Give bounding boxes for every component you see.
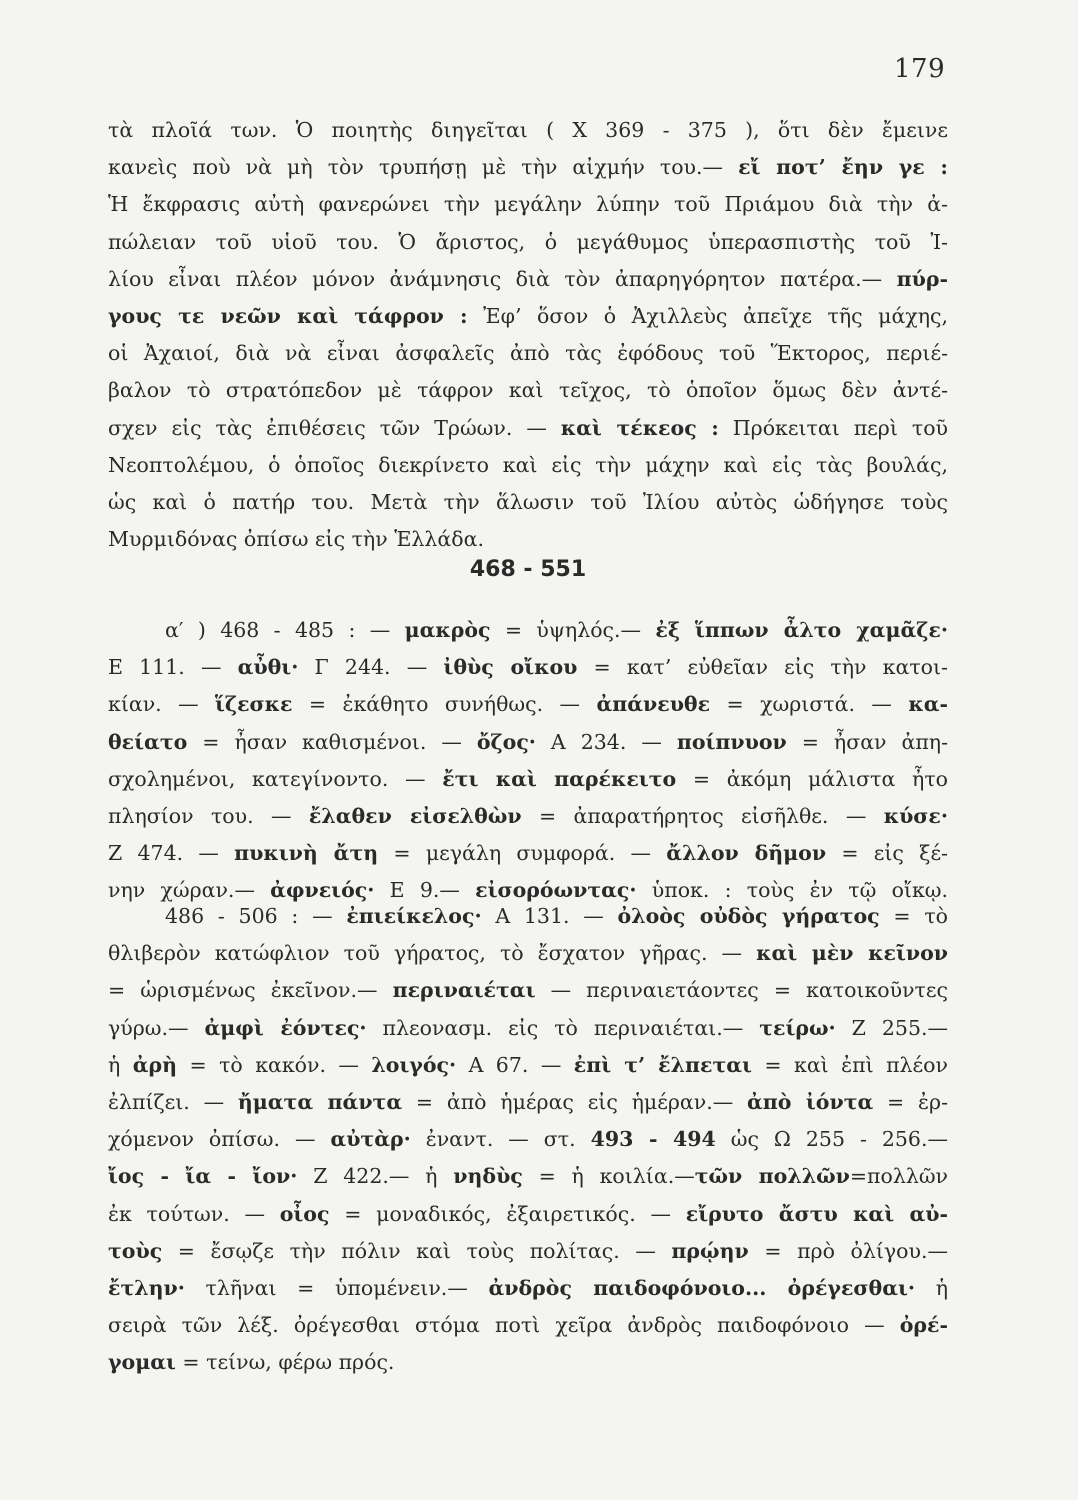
lemma-bold: ἔλαθεν εἰσελθὼν — [308, 803, 522, 828]
gloss-text: σχολημένοι, κατεγίνοντο. — — [108, 766, 443, 791]
gloss-text: = τείνω, φέρω πρός. — [175, 1350, 395, 1375]
text-line — [108, 1047, 948, 1084]
gloss-text: Α 131. — — [481, 904, 618, 928]
text-line — [108, 724, 948, 761]
lemma-bold: πρῴην — [671, 1238, 749, 1263]
text-line — [108, 484, 948, 521]
lemma-bold: ἄλλον δῆμον — [666, 841, 827, 866]
gloss-text: Ζ 255.— — [835, 1015, 948, 1040]
text-line — [108, 410, 948, 447]
lemma-bold: εἴ ποτ’ ἔην γε : — [738, 155, 948, 180]
lemma-bold: ἴος - ἴα - ἴον· — [108, 1164, 298, 1189]
lemma-bold: λοιγός· — [371, 1052, 457, 1077]
text-line — [108, 761, 948, 798]
gloss-text: Νεοπτολέμου, ὁ ὁποῖος διεκρίνετο καὶ εἰς τὴν μάχην καὶ εἰς τὰς βουλάς, — [108, 452, 948, 477]
gloss-text: ἐλπίζει. — — [108, 1089, 238, 1114]
gloss-text: ὡς καὶ ὁ πατήρ του. Μετὰ τὴν ἅλωσιν τοῦ Ἰλίου αὐτὸς ὡδήγησε τοὺς — [108, 489, 948, 514]
gloss-text: σχεν εἰς τὰς ἐπιθέσεις τῶν Τρώων. — — [108, 415, 561, 440]
text-line — [108, 972, 948, 1009]
gloss-text: = μοναδικός, ἐξαιρετικός. — — [329, 1201, 686, 1226]
lemma-bold: ἀπὸ ἰόντα — [747, 1089, 874, 1114]
gloss-text: ἐκ τούτων. — — [108, 1201, 280, 1226]
lemma-bold: πυκινὴ ἄτη — [234, 841, 379, 866]
gloss-text: = ἡ κοιλία.— — [522, 1164, 695, 1189]
lemma-bold: ἐξ ἵππων ἆλτο χαμᾶζε· — [655, 618, 948, 642]
gloss-text: = ἀκόμη μάλιστα ἦτο — [676, 766, 948, 791]
text-line — [108, 1158, 948, 1195]
gloss-text: σειρὰ τῶν λέξ. ὀρέγεσθαι στόμα ποτὶ χεῖρα ἀνδρὸς παιδοφόνοιο — — [108, 1313, 900, 1338]
text-line — [108, 649, 948, 686]
text-line — [108, 1344, 948, 1381]
text-line — [108, 612, 948, 649]
lemma-bold: ἐπιείκελος· — [346, 904, 482, 928]
gloss-text: γύρω.— — [108, 1015, 205, 1040]
lemma-bold: κα- — [908, 692, 948, 717]
gloss-text: τὰ πλοῖά των. Ὁ ποιητὴς διηγεῖται ( Χ 369 - 375 ), ὅτι δὲν ἔμεινε — [108, 118, 948, 142]
gloss-text: ἡ — [108, 1052, 133, 1077]
gloss-text: Ζ 474. — — [108, 841, 235, 866]
gloss-text: Α 234. — — [535, 729, 677, 754]
gloss-text: Γ 244. — — [298, 655, 444, 680]
gloss-text: κανεὶς ποὺ νὰ μὴ τὸν τρυπήσῃ μὲ τὴν αἰχμήν του.— — [108, 155, 739, 180]
text-line — [108, 149, 948, 186]
gloss-text: = ἦσαν καθισμένοι. — — [187, 729, 477, 754]
text-line — [108, 335, 948, 372]
gloss-text: λίου εἶναι πλέον μόνον ἀνάμνησις διὰ τὸν ἀπαρηγόρητον πατέρα.— — [108, 266, 897, 291]
gloss-text: Πρόκειται περὶ τοῦ — [718, 415, 948, 440]
gloss-text: Μυρμιδόνας ὀπίσω εἰς τὴν Ἑλλάδα. — [108, 527, 484, 552]
lemma-bold: νηδὺς — [453, 1164, 523, 1189]
gloss-text: = τὸ κακόν. — — [177, 1052, 372, 1077]
gloss-text: οἱ Ἀχαιοί, διὰ νὰ εἶναι ἀσφαλεῖς ἀπὸ τὰς ἐφόδους τοῦ Ἕκτορος, περιέ- — [108, 341, 948, 366]
lemma-bold: θείατο — [108, 729, 188, 754]
gloss-text: ὑποκ. : τοὺς ἐν τῷ οἴκῳ. — [636, 878, 948, 903]
lemma-bold: αὖθι· — [237, 655, 299, 680]
text-line — [108, 186, 948, 223]
text-line — [108, 935, 948, 972]
lemma-bold: κύσε· — [883, 803, 948, 828]
lemma-bold: ἀμφὶ ἐόντες· — [204, 1015, 367, 1040]
lemma-bold: εἰσορόωντας· — [475, 878, 637, 903]
text-line — [108, 447, 948, 484]
gloss-text: κίαν. — — [108, 692, 216, 717]
lemma-bold: γομαι — [108, 1350, 176, 1375]
gloss-text: ὡς Ω 255 - 256.— — [715, 1127, 948, 1152]
gloss-text: Ε 9.— — [374, 878, 476, 903]
gloss-text: βαλον τὸ στρατόπεδον μὲ τάφρον καὶ τεῖχος, τὸ ὁποῖον ὅμως δὲν ἀντέ- — [108, 378, 948, 403]
gloss-text: πλεονασμ. εἰς τὸ περιναιέται.— — [366, 1015, 760, 1040]
commentary-paragraph-1 — [108, 112, 948, 558]
gloss-text: χόμενον ὀπίσω. — — [108, 1127, 331, 1152]
lemma-bold: ἵζεσκε — [215, 692, 293, 717]
lemma-bold: τοὺς — [108, 1238, 163, 1263]
gloss-text: =πολλῶν — [849, 1164, 948, 1189]
text-line — [108, 261, 948, 298]
text-line — [108, 1010, 948, 1047]
lemma-bold: ποίπνυον — [676, 729, 787, 754]
gloss-text: = ὑψηλός.— — [490, 618, 656, 642]
lemma-bold: ἔτι καὶ παρέκειτο — [442, 766, 677, 791]
lemma-bold: γους τε νεῶν καὶ τάφρον : — [108, 303, 468, 328]
gloss-text: ἡ — [915, 1275, 948, 1300]
text-line — [108, 1084, 948, 1121]
lemma-bold: τῶν πολλῶν — [694, 1164, 850, 1189]
text-line — [108, 686, 948, 723]
lemma-bold: ἀρὴ — [132, 1052, 178, 1077]
text-line — [108, 898, 948, 935]
text-line — [108, 1121, 948, 1158]
lemma-bold: ἰθὺς οἴκου — [443, 655, 578, 680]
gloss-text: = ἀπαρατήρητος εἰσῆλθε. — — [521, 803, 884, 828]
text-line — [108, 224, 948, 261]
gloss-text: = τὸ — [879, 904, 948, 928]
gloss-text: Ζ 422.— ἡ — [297, 1164, 454, 1189]
text-line — [108, 1233, 948, 1270]
gloss-text: πλησίον του. — — [108, 803, 309, 828]
gloss-text: = χωριστά. — — [710, 692, 909, 717]
gloss-text: = καὶ ἐπὶ πλέον — [751, 1052, 948, 1077]
gloss-text: θλιβερὸν κατώφλιον τοῦ γήρατος, τὸ ἔσχατον γῆρας. — — [108, 941, 757, 966]
lemma-bold: ὀρέ- — [899, 1313, 948, 1338]
commentary-paragraph-3 — [108, 898, 948, 1381]
gloss-text: = κατ’ εὐθεῖαν εἰς τὴν κατοι- — [577, 655, 948, 680]
text-line — [108, 112, 948, 149]
lemma-bold: ἀφνειός· — [270, 878, 375, 903]
gloss-text: 486 - 506 : — — [165, 904, 347, 928]
gloss-text: τλῆναι = ὑπομένειν.— — [184, 1275, 489, 1300]
page-number: 179 — [894, 54, 946, 84]
text-line — [108, 798, 948, 835]
section-heading: 468 - 551 — [469, 557, 587, 582]
gloss-text: α′ ) 468 - 485 : — — [165, 618, 405, 642]
lemma-bold: μακρὸς — [404, 618, 491, 642]
gloss-text: = ὡρισμένως ἐκεῖνον.— — [108, 978, 393, 1003]
text-line — [108, 1196, 948, 1233]
lemma-bold: αὐτὰρ· — [330, 1127, 411, 1152]
gloss-text: = ἐρ- — [873, 1089, 948, 1114]
gloss-text: = πρὸ ὀλίγου.— — [748, 1238, 948, 1263]
gloss-text: Ἡ ἔκφρασις αὐτὴ φανερώνει τὴν μεγάλην λύπην τοῦ Πριάμου διὰ τὴν ἀ- — [108, 192, 948, 217]
lemma-bold: τείρω· — [759, 1015, 836, 1040]
lemma-bold: 493 - 494 — [590, 1127, 716, 1152]
lemma-bold: πύρ- — [896, 266, 948, 291]
lemma-bold: ἀπάνευθε — [596, 692, 711, 717]
lemma-bold: καὶ τέκεος : — [560, 415, 719, 440]
gloss-text: ἐναντ. — στ. — [410, 1127, 591, 1152]
lemma-bold: ἤματα πάντα — [237, 1089, 403, 1114]
lemma-bold: ὄζος· — [476, 729, 536, 754]
lemma-bold: εἴρυτο ἄστυ καὶ αὐ- — [685, 1201, 948, 1226]
lemma-bold: οἶος — [279, 1201, 330, 1226]
lemma-bold: περιναιέται — [392, 978, 536, 1003]
gloss-text: Ἐφ’ ὅσον ὁ Ἀχιλλεὺς ἀπεῖχε τῆς μάχης, — [467, 303, 948, 328]
gloss-text: = εἰς ξέ- — [826, 841, 948, 866]
text-line — [108, 835, 948, 872]
gloss-text: = ἀπὸ ἡμέρας εἰς ἡμέραν.— — [402, 1089, 748, 1114]
lemma-bold: ὀλοὸς οὐδὸς γήρατος — [617, 904, 880, 928]
gloss-text: νην χώραν.— — [108, 878, 271, 903]
gloss-text: Ε 111. — — [108, 655, 238, 680]
lemma-bold: ἔτλην· — [108, 1275, 185, 1300]
lemma-bold: καὶ μὲν κεῖνον — [756, 941, 948, 966]
gloss-text: = μεγάλη συμφορά. — — [378, 841, 667, 866]
gloss-text: = ἦσαν ἀπη- — [786, 729, 948, 754]
lemma-bold: ἐπὶ τ’ ἔλπεται — [573, 1052, 752, 1077]
gloss-text: πώλειαν τοῦ υἱοῦ του. Ὁ ἄριστος, ὁ μεγάθυμος ὑπερασπιστὴς τοῦ Ἰ- — [108, 229, 948, 254]
text-line — [108, 298, 948, 335]
gloss-text: = ἐκάθητο συνήθως. — — [292, 692, 597, 717]
commentary-paragraph-2 — [108, 612, 948, 910]
gloss-text: Α 67. — — [456, 1052, 574, 1077]
gloss-text: — περιναιετάοντες = κατοικοῦντες — [535, 978, 948, 1003]
text-line — [108, 372, 948, 409]
lemma-bold: ἀνδρὸς παιδοφόνοιο... ὀρέγεσθαι· — [488, 1275, 916, 1300]
gloss-text: = ἔσῳζε τὴν πόλιν καὶ τοὺς πολίτας. — — [162, 1238, 672, 1263]
text-line — [108, 1307, 948, 1344]
text-line — [108, 1270, 948, 1307]
